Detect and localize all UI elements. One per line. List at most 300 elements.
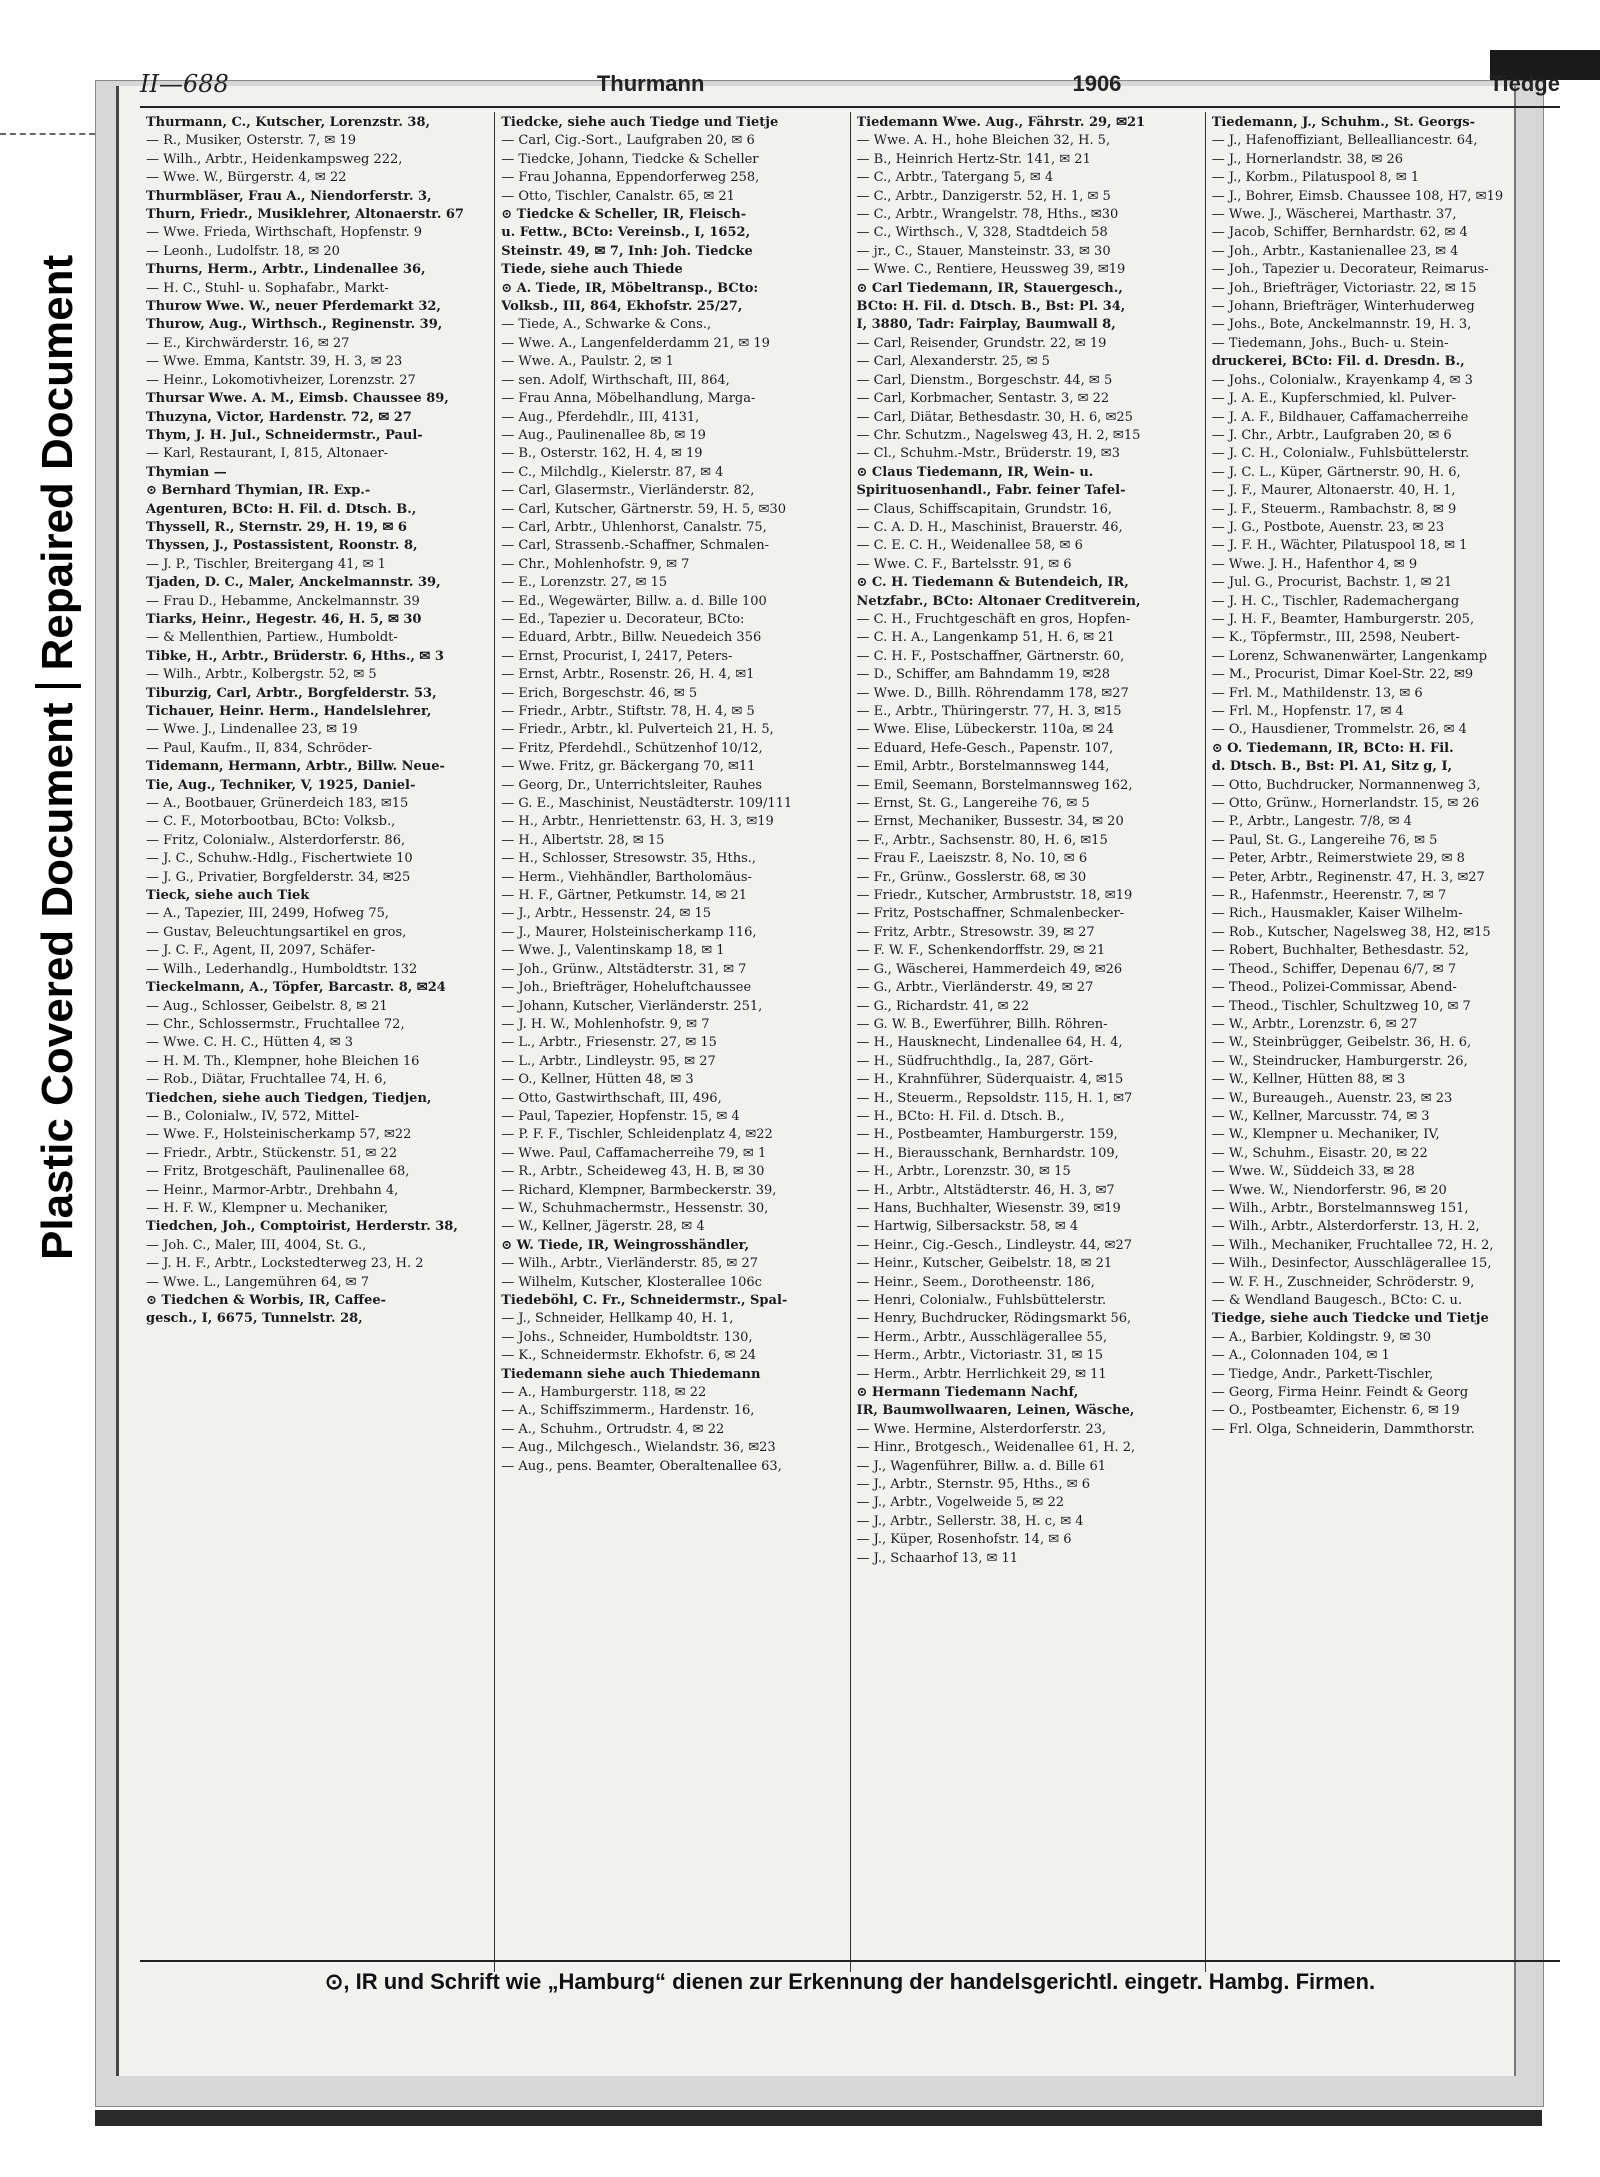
- directory-entry: Thurow, Aug., Wirthsch., Reginenstr. 39,: [146, 317, 443, 333]
- directory-entry: — Wilh., Mechaniker, Fruchtallee 72, H. 2,: [1211, 1237, 1494, 1253]
- directory-entry: — H., Hausknecht, Lindenallee 64, H. 4,: [856, 1035, 1123, 1051]
- directory-entry: — Wwe. A., Paulstr. 2, ✉ 1: [501, 354, 674, 370]
- directory-entry: — Herm., Arbtr., Ausschlägerallee 55,: [856, 1329, 1108, 1345]
- directory-entry: — Tiede, A., Schwarke & Cons.,: [501, 317, 712, 333]
- directory-entry: — H., Südfruchthdlg., Ia, 287, Gört-: [856, 1053, 1094, 1069]
- directory-entry: — Johann, Kutscher, Vierländerstr. 251,: [501, 998, 763, 1014]
- directory-entry: — Wwe. J., Lindenallee 23, ✉ 19: [146, 722, 358, 738]
- directory-entry: — O., Kellner, Hütten 48, ✉ 3: [501, 1072, 694, 1088]
- directory-entry: Tjaden, D. C., Maler, Anckelmannstr. 39,: [146, 575, 441, 591]
- directory-entry: — Fr., Grünw., Gosslerstr. 68, ✉ 30: [856, 869, 1087, 885]
- directory-entry: — Georg, Firma Heinr. Feindt & Georg: [1211, 1385, 1469, 1401]
- directory-entry: — Karl, Restaurant, I, 815, Altonaer-: [146, 446, 389, 462]
- directory-entry: — A., Schuhm., Ortrudstr. 4, ✉ 22: [501, 1421, 725, 1437]
- directory-entry: — Fritz, Arbtr., Stresowstr. 39, ✉ 27: [856, 924, 1095, 940]
- directory-entry: — C., Arbtr., Wrangelstr. 78, Hths., ✉30: [856, 207, 1119, 223]
- directory-entry: Thurns, Herm., Arbtr., Lindenallee 36,: [146, 262, 426, 278]
- directory-entry: — W., Kellner, Jägerstr. 28, ✉ 4: [501, 1219, 705, 1235]
- directory-entry: — Heinr., Seem., Dorotheenstr. 186,: [856, 1274, 1095, 1290]
- directory-entry: — J. A. E., Kupferschmied, kl. Pulver-: [1211, 391, 1457, 407]
- directory-entry: — W., Bureaugeh., Auenstr. 23, ✉ 23: [1211, 1090, 1453, 1106]
- directory-entry: — C., Arbtr., Tatergang 5, ✉ 4: [856, 170, 1054, 186]
- directory-entry: — Rob., Diätar, Fruchtallee 74, H. 6,: [146, 1072, 387, 1088]
- directory-entry: — Wwe. Elise, Lübeckerstr. 110a, ✉ 24: [856, 722, 1114, 738]
- directory-entry: — Wwe. Hermine, Alsterdorferstr. 23,: [856, 1421, 1107, 1437]
- directory-entry: — Wilh., Arbtr., Alsterdorferstr. 13, H. 2,: [1211, 1219, 1480, 1235]
- directory-entry: — Hartwig, Silbersackstr. 58, ✉ 4: [856, 1219, 1079, 1235]
- directory-entry: — J., Arbtr., Hessenstr. 24, ✉ 15: [501, 906, 712, 922]
- directory-entry: — Friedr., Kutscher, Armbruststr. 18, ✉19: [856, 888, 1133, 904]
- directory-entry: Volksb., III, 864, Ekhofstr. 25/27,: [501, 299, 743, 315]
- directory-entry: — W., Klempner u. Mechaniker, IV,: [1211, 1127, 1440, 1143]
- directory-entry: BCto: H. Fil. d. Dtsch. B., Bst: Pl. 34,: [856, 299, 1126, 315]
- directory-entry: — Wwe. J., Valentinskamp 18, ✉ 1: [501, 943, 725, 959]
- directory-entry: u. Fettw., BCto: Vereinsb., I, 1652,: [501, 225, 751, 241]
- directory-entry: — Wwe. F., Holsteinischerkamp 57, ✉22: [146, 1127, 412, 1143]
- directory-entry: — Wwe. D., Billh. Röhrendamm 178, ✉27: [856, 685, 1129, 701]
- directory-entry: Tiedge, siehe auch Tiedcke und Tietje: [1211, 1311, 1489, 1327]
- directory-entry: — Theod., Tischler, Schultzweg 10, ✉ 7: [1211, 998, 1471, 1014]
- directory-entry: — Carl, Glasermstr., Vierländerstr. 82,: [501, 483, 755, 499]
- directory-entry: — Frau Johanna, Eppendorferweg 258,: [501, 170, 760, 186]
- directory-entry: — Otto, Grünw., Hornerlandstr. 15, ✉ 26: [1211, 796, 1479, 812]
- directory-entry: — Claus, Schiffscapitain, Grundstr. 16,: [856, 501, 1112, 517]
- column-4: [1206, 112, 1560, 1972]
- directory-entry: — J. H. C., Tischler, Rademachergang: [1211, 593, 1460, 609]
- directory-entry: — Henri, Colonialw., Fuhlsbüttelerstr.: [856, 1293, 1107, 1308]
- directory-entry: — Georg, Dr., Unterrichtsleiter, Rauhes: [501, 777, 762, 793]
- directory-entry: — Carl, Cig.-Sort., Laufgraben 20, ✉ 6: [501, 133, 755, 149]
- directory-entry: — Johs., Colonialw., Krayenkamp 4, ✉ 3: [1211, 372, 1473, 388]
- directory-entry: — Friedr., Arbtr., kl. Pulverteich 21, H. 5,: [501, 722, 774, 738]
- directory-entry: — Fritz, Pferdehdl., Schützenhof 10/12,: [501, 740, 763, 756]
- directory-entry: — Johs., Bote, Anckelmannstr. 19, H. 3,: [1211, 317, 1472, 333]
- directory-entry: — P., Arbtr., Langestr. 7/8, ✉ 4: [1211, 814, 1412, 830]
- directory-entry: — Heinr., Marmor-Arbtr., Drehbahn 4,: [146, 1182, 399, 1198]
- directory-entry: Thyssen, J., Postassistent, Roonstr. 8,: [146, 538, 418, 554]
- directory-entry: — J., Schaarhof 13, ✉ 11: [856, 1550, 1019, 1566]
- directory-entry: Tiede, siehe auch Thiede: [501, 262, 683, 278]
- directory-entry: — Carl, Strassenb.-Schaffner, Schmalen-: [501, 538, 769, 554]
- directory-entry: — A., Barbier, Koldingstr. 9, ✉ 30: [1211, 1329, 1431, 1345]
- directory-entry: Tieck, siehe auch Tiek: [146, 888, 310, 904]
- directory-entry: Spirituosenhandl., Fabr. feiner Tafel-: [856, 483, 1126, 499]
- directory-entry: — Tiedemann, Johs., Buch- u. Stein-: [1211, 335, 1449, 351]
- directory-entry: Tiedemann Wwe. Aug., Fährstr. 29, ✉21: [856, 115, 1146, 130]
- directory-entry: ⊙ Hermann Tiedemann Nachf,: [856, 1385, 1079, 1401]
- column-1: [140, 112, 495, 1972]
- directory-entry: — R., Musiker, Osterstr. 7, ✉ 19: [146, 133, 356, 149]
- directory-entry: — Chr., Schlossermstr., Fruchtallee 72,: [146, 1016, 405, 1032]
- directory-entry: gesch., I, 6675, Tunnelstr. 28,: [146, 1311, 363, 1327]
- directory-entry: Tibke, H., Arbtr., Brüderstr. 6, Hths., ✉ 3: [146, 648, 444, 664]
- directory-entry: — Aug., Pferdehdlr., III, 4131,: [501, 409, 700, 425]
- directory-entry: — W., Schuhmachermstr., Hessenstr. 30,: [501, 1200, 769, 1216]
- directory-entry: — Ed., Tapezier u. Decorateur, BCto:: [501, 611, 745, 627]
- directory-entry: druckerei, BCto: Fil. d. Dresdn. B.,: [1211, 354, 1465, 370]
- directory-entry: — Wwe. Frieda, Wirthschaft, Hopfenstr. 9: [146, 225, 423, 241]
- directory-entry: — W., Kellner, Marcusstr. 74, ✉ 3: [1211, 1108, 1430, 1124]
- directory-entry: Tiarks, Heinr., Hegestr. 46, H. 5, ✉ 30: [146, 611, 422, 627]
- directory-entry: — Wwe. A. H., hohe Bleichen 32, H. 5,: [856, 133, 1111, 149]
- directory-entry: I, 3880, Tadr: Fairplay, Baumwall 8,: [856, 317, 1116, 333]
- directory-entry: — A., Tapezier, III, 2499, Hofweg 75,: [146, 906, 390, 922]
- directory-entry: — J. H. W., Mohlenhofstr. 9, ✉ 7: [501, 1016, 710, 1032]
- directory-entry: — Wwe. J., Wäscherei, Marthastr. 37,: [1211, 207, 1457, 223]
- directory-entry: — B., Osterstr. 162, H. 4, ✉ 19: [501, 446, 703, 462]
- directory-entry: — Paul, Kaufm., II, 834, Schröder-: [146, 740, 373, 756]
- directory-entry: — Cl., Schuhm.-Mstr., Brüderstr. 19, ✉3: [856, 446, 1120, 462]
- directory-entry: — C., Arbtr., Danzigerstr. 52, H. 1, ✉ 5: [856, 188, 1111, 204]
- directory-entry: ⊙ W. Tiede, IR, Weingrosshändler,: [501, 1237, 750, 1253]
- directory-entry: — Carl, Kutscher, Gärtnerstr. 59, H. 5, ✉30: [501, 501, 786, 517]
- directory-entry: — J. C. H., Colonialw., Fuhlsbüttelerstr.: [1211, 446, 1470, 462]
- directory-entry: Thym, J. H. Jul., Schneidermstr., Paul-: [146, 427, 423, 443]
- directory-entry: — Joh., Arbtr., Kastanienallee 23, ✉ 4: [1211, 243, 1459, 259]
- directory-entry: — W. F. H., Zuschneider, Schröderstr. 9,: [1211, 1274, 1475, 1290]
- directory-entry: — W., Kellner, Hütten 88, ✉ 3: [1211, 1072, 1406, 1088]
- directory-entry: — Aug., pens. Beamter, Oberaltenallee 63,: [501, 1458, 782, 1474]
- directory-entry: — Wwe. C., Rentiere, Heussweg 39, ✉19: [856, 262, 1126, 278]
- directory-entry: — Heinr., Lokomotivheizer, Lorenzstr. 27: [146, 372, 416, 388]
- directory-entry: — L., Arbtr., Friesenstr. 27, ✉ 15: [501, 1035, 717, 1051]
- directory-entry: — E., Kirchwärderstr. 16, ✉ 27: [146, 335, 350, 351]
- directory-entry: — Frl. Olga, Schneiderin, Dammthorstr.: [1211, 1421, 1475, 1437]
- directory-entry: — J. A. F., Bildhauer, Caffamacherreihe: [1211, 409, 1469, 425]
- directory-entry: — & Mellenthien, Partiew., Humboldt-: [146, 630, 398, 646]
- directory-entry: — G. W. B., Ewerführer, Billh. Röhren-: [856, 1016, 1108, 1032]
- directory-entry: — Paul, Tapezier, Hopfenstr. 15, ✉ 4: [501, 1108, 740, 1124]
- directory-entry: — C., Milchdlg., Kielerstr. 87, ✉ 4: [501, 464, 724, 480]
- footer-note: ⊙, IR und Schrift wie „Hamburg“ dienen zur Erkennung der handelsgerichtl. eingetr. Hambg. Firmen.: [140, 1960, 1560, 2002]
- directory-entry: — & Wendland Baugesch., BCto: C. u.: [1211, 1293, 1462, 1308]
- directory-entry: — G., Richardstr. 41, ✉ 22: [856, 998, 1030, 1014]
- directory-entry: Tiedchen, siehe auch Tiedgen, Tiedjen,: [146, 1090, 432, 1106]
- directory-entry: d. Dtsch. B., Bst: Pl. A1, Sitz g, I,: [1211, 759, 1453, 775]
- directory-entry: — C. F., Motorbootbau, BCto: Volksb.,: [146, 814, 396, 830]
- directory-entry: — G., Arbtr., Vierländerstr. 49, ✉ 27: [856, 980, 1094, 996]
- directory-entry: — H., Arbtr., Henriettenstr. 63, H. 3, ✉19: [501, 814, 774, 830]
- column-2: [495, 112, 850, 1972]
- directory-entry: — G. E., Maschinist, Neustädterstr. 109/111: [501, 796, 793, 812]
- directory-entry: — Emil, Seemann, Borstelmannsweg 162,: [856, 777, 1133, 793]
- directory-columns: [140, 112, 1560, 1972]
- directory-entry: — Wilh., Arbtr., Heidenkampsweg 222,: [146, 151, 403, 167]
- directory-entry: — Wwe. Fritz, gr. Bäckergang 70, ✉11: [501, 759, 756, 775]
- directory-entry: — Wilh., Arbtr., Vierländerstr. 85, ✉ 27: [501, 1256, 758, 1272]
- directory-entry: — Ernst, Procurist, I, 2417, Peters-: [501, 648, 733, 664]
- directory-entry: — C. H. A., Langenkamp 51, H. 6, ✉ 21: [856, 630, 1115, 646]
- directory-entry: — A., Bootbauer, Grünerdeich 183, ✉15: [146, 796, 409, 812]
- directory-entry: — Tiedcke, Johann, Tiedcke & Scheller: [501, 151, 759, 167]
- directory-entry: — Jul. G., Procurist, Bachstr. 1, ✉ 21: [1211, 575, 1453, 591]
- directory-entry: — Theod., Schiffer, Depenau 6/7, ✉ 7: [1211, 961, 1457, 977]
- directory-entry: — J. G., Privatier, Borgfelderstr. 34, ✉25: [146, 869, 411, 885]
- directory-entry: — Wwe. C. F., Bartelsstr. 91, ✉ 6: [856, 556, 1072, 572]
- directory-entry: Tidemann, Hermann, Arbtr., Billw. Neue-: [146, 759, 445, 775]
- directory-entry: — K., Schneidermstr. Ekhofstr. 6, ✉ 24: [501, 1348, 757, 1364]
- directory-entry: — Heinr., Cig.-Gesch., Lindleystr. 44, ✉27: [856, 1237, 1132, 1253]
- directory-entry: Tie, Aug., Techniker, V, 1925, Daniel-: [146, 777, 416, 793]
- directory-entry: — J. H. F., Beamter, Hamburgerstr. 205,: [1211, 611, 1475, 627]
- directory-entry: — W., Steinbrügger, Geibelstr. 36, H. 6,: [1211, 1035, 1472, 1051]
- directory-entry: — Erich, Borgeschstr. 46, ✉ 5: [501, 685, 698, 701]
- directory-entry: — F. W. F., Schenkendorffstr. 29, ✉ 21: [856, 943, 1106, 959]
- directory-entry: — Fritz, Brotgeschäft, Paulinenallee 68,: [146, 1164, 410, 1180]
- directory-entry: — Johann, Briefträger, Winterhuderweg: [1211, 299, 1475, 315]
- directory-entry: Tiedemann siehe auch Thiedemann: [501, 1366, 761, 1382]
- directory-entry: Steinstr. 49, ✉ 7, Inh: Joh. Tiedcke: [501, 243, 753, 259]
- directory-entry: — Carl, Dienstm., Borgeschstr. 44, ✉ 5: [856, 372, 1113, 388]
- header-right-word: Tiedge: [1489, 71, 1560, 96]
- directory-entry: ⊙ Tiedchen & Worbis, IR, Caffee-: [146, 1293, 387, 1308]
- directory-entry: — Peter, Arbtr., Reginenstr. 47, H. 3, ✉27: [1211, 869, 1485, 885]
- directory-entry: — W., Schuhm., Eisastr. 20, ✉ 22: [1211, 1145, 1428, 1161]
- directory-entry: — Herm., Arbtr., Victoriastr. 31, ✉ 15: [856, 1348, 1104, 1364]
- directory-entry: — Wilh., Arbtr., Kolbergstr. 52, ✉ 5: [146, 667, 377, 683]
- directory-entry: — H. C., Stuhl- u. Sophafabr., Markt-: [146, 280, 389, 296]
- directory-entry: — Henry, Buchdrucker, Rödingsmarkt 56,: [856, 1311, 1132, 1327]
- directory-entry: — Wilh., Desinfector, Ausschlägerallee 15,: [1211, 1256, 1492, 1272]
- directory-entry: — H. F. W., Klempner u. Mechaniker,: [146, 1200, 389, 1216]
- directory-entry: — Wwe. A., Langenfelderdamm 21, ✉ 19: [501, 335, 770, 351]
- directory-entry: — Peter, Arbtr., Reimerstwiete 29, ✉ 8: [1211, 851, 1465, 867]
- directory-entry: — Joh., Briefträger, Victoriastr. 22, ✉ 15: [1211, 280, 1477, 296]
- stamp-repaired: Repaired Document: [33, 254, 82, 671]
- directory-entry: — C. A. D. H., Maschinist, Brauerstr. 46,: [856, 519, 1123, 535]
- directory-entry: — E., Arbtr., Thüringerstr. 77, H. 3, ✉15: [856, 704, 1122, 719]
- directory-entry: Tiedcke, siehe auch Tiedge und Tietje: [501, 115, 779, 130]
- directory-entry: — H. M. Th., Klempner, hohe Bleichen 16: [146, 1053, 420, 1069]
- directory-entry: — R., Arbtr., Scheideweg 43, H. B, ✉ 30: [501, 1164, 765, 1180]
- page-header: [140, 62, 1560, 108]
- directory-entry: — J. P., Tischler, Breitergang 41, ✉ 1: [146, 556, 386, 572]
- directory-entry: ⊙ Tiedcke & Scheller, IR, Fleisch-: [501, 207, 747, 223]
- directory-entry: — O., Hausdiener, Trommelstr. 26, ✉ 4: [1211, 722, 1467, 738]
- directory-entry: Tiedemann, J., Schuhm., St. Georgs-: [1211, 115, 1475, 130]
- directory-entry: — Joh., Tapezier u. Decorateur, Reimarus-: [1211, 262, 1489, 278]
- directory-entry: — J., Maurer, Holsteinischerkamp 116,: [501, 924, 757, 940]
- directory-entry: Tiburzig, Carl, Arbtr., Borgfelderstr. 53,: [146, 685, 437, 701]
- directory-entry: — Aug., Schlosser, Geibelstr. 8, ✉ 21: [146, 998, 388, 1014]
- directory-entry: — H., Arbtr., Altstädterstr. 46, H. 3, ✉7: [856, 1182, 1115, 1198]
- directory-entry: — Fritz, Postschaffner, Schmalenbecker-: [856, 906, 1125, 922]
- directory-entry: — L., Arbtr., Lindleystr. 95, ✉ 27: [501, 1053, 716, 1069]
- directory-entry: — Frau D., Hebamme, Anckelmannstr. 39: [146, 593, 420, 609]
- directory-entry: — J. F. H., Wächter, Pilatuspool 18, ✉ 1: [1211, 538, 1468, 554]
- directory-entry: Tieckelmann, A., Töpfer, Barcastr. 8, ✉24: [146, 980, 446, 996]
- directory-entry: — J. C. L., Küper, Gärtnerstr. 90, H. 6,: [1211, 464, 1461, 480]
- directory-entry: Tiedeböhl, C. Fr., Schneidermstr., Spal-: [501, 1293, 788, 1308]
- directory-entry: — H., Bierausschank, Bernhardstr. 109,: [856, 1145, 1119, 1161]
- directory-entry: — Chr., Mohlenhofstr. 9, ✉ 7: [501, 556, 690, 572]
- directory-entry: — Hans, Buchhalter, Wiesenstr. 39, ✉19: [856, 1200, 1121, 1216]
- directory-entry: Thurmbläser, Frau A., Niendorferstr. 3,: [146, 188, 432, 204]
- directory-entry: — F., Arbtr., Sachsenstr. 80, H. 6, ✉15: [856, 832, 1108, 848]
- directory-entry: — H., Arbtr., Lorenzstr. 30, ✉ 15: [856, 1164, 1071, 1180]
- directory-entry: — Wwe. W., Bürgerstr. 4, ✉ 22: [146, 170, 347, 186]
- column-3: [851, 112, 1206, 1972]
- directory-entry: — O., Postbeamter, Eichenstr. 6, ✉ 19: [1211, 1403, 1460, 1419]
- directory-entry: — Jacob, Schiffer, Bernhardstr. 62, ✉ 4: [1211, 225, 1468, 241]
- directory-entry: — Lorenz, Schwanenwärter, Langenkamp: [1211, 648, 1488, 664]
- directory-entry: ⊙ C. H. Tiedemann & Butendeich, IR,: [856, 575, 1129, 591]
- directory-entry: — Wwe. L., Langemühren 64, ✉ 7: [146, 1274, 369, 1290]
- directory-entry: — J. F., Steuerm., Rambachstr. 8, ✉ 9: [1211, 501, 1457, 517]
- directory-entry: — Eduard, Arbtr., Billw. Neuedeich 356: [501, 630, 762, 646]
- directory-entry: ⊙ Carl Tiedemann, IR, Stauergesch.,: [856, 280, 1123, 296]
- directory-entry: — Joh., Briefträger, Hoheluftchaussee: [501, 980, 752, 996]
- directory-entry: — J., Wagenführer, Billw. a. d. Bille 61: [856, 1458, 1106, 1474]
- directory-entry: — Paul, St. G., Langereihe 76, ✉ 5: [1211, 832, 1438, 848]
- directory-entry: — J. Chr., Arbtr., Laufgraben 20, ✉ 6: [1211, 427, 1452, 443]
- directory-entry: — J., Arbtr., Sellerstr. 38, H. c, ✉ 4: [856, 1513, 1084, 1529]
- directory-entry: Thursar Wwe. A. M., Eimsb. Chaussee 89,: [146, 391, 449, 407]
- directory-entry: — J., Hornerlandstr. 38, ✉ 26: [1211, 151, 1404, 167]
- directory-entry: — Carl, Korbmacher, Sentastr. 3, ✉ 22: [856, 391, 1110, 407]
- directory-entry: — sen. Adolf, Wirthschaft, III, 864,: [501, 372, 730, 388]
- directory-entry: — J. C. F., Agent, II, 2097, Schäfer-: [146, 943, 376, 959]
- directory-entry: Agenturen, BCto: H. Fil. d. Dtsch. B.,: [146, 501, 417, 517]
- directory-entry: Thurmann, C., Kutscher, Lorenzstr. 38,: [146, 115, 431, 130]
- directory-entry: — Ed., Wegewärter, Billw. a. d. Bille 100: [501, 593, 767, 609]
- directory-entry: ⊙ O. Tiedemann, IR, BCto: H. Fil.: [1211, 740, 1454, 756]
- directory-entry: — R., Hafenmstr., Heerenstr. 7, ✉ 7: [1211, 888, 1447, 904]
- directory-entry: — A., Schiffszimmerm., Hardenstr. 16,: [501, 1403, 755, 1419]
- directory-entry: — Wwe. W., Süddeich 33, ✉ 28: [1211, 1164, 1415, 1180]
- directory-entry: Thyssell, R., Sternstr. 29, H. 19, ✉ 6: [146, 519, 407, 535]
- directory-entry: — C. E. C. H., Weidenallee 58, ✉ 6: [856, 538, 1083, 554]
- directory-entry: — Frau Anna, Möbelhandlung, Marga-: [501, 391, 756, 407]
- directory-entry: Thurow Wwe. W., neuer Pferdemarkt 32,: [146, 299, 441, 315]
- directory-entry: — K., Töpfermstr., III, 2598, Neubert-: [1211, 630, 1460, 646]
- scan-bottom-edge: [95, 2110, 1542, 2126]
- directory-entry: — H., Schlosser, Stresowstr. 35, Hths.,: [501, 851, 757, 867]
- directory-entry: — J., Schneider, Hellkamp 40, H. 1,: [501, 1311, 734, 1327]
- directory-entry: — Otto, Gastwirthschaft, III, 496,: [501, 1090, 722, 1106]
- directory-entry: Tichauer, Heinr. Herm., Handelslehrer,: [146, 704, 432, 719]
- directory-entry: — J., Arbtr., Vogelweide 5, ✉ 22: [856, 1495, 1064, 1511]
- directory-entry: — Leonh., Ludolfstr. 18, ✉ 20: [146, 243, 340, 259]
- directory-entry: — Herm., Arbtr. Herrlichkeit 29, ✉ 11: [856, 1366, 1107, 1382]
- directory-entry: — Hinr., Brotgesch., Weidenallee 61, H. 2,: [856, 1440, 1136, 1456]
- directory-entry: — Fritz, Colonialw., Alsterdorferstr. 86,: [146, 832, 406, 848]
- directory-entry: — M., Procurist, Dimar Koel-Str. 22, ✉9: [1211, 667, 1474, 683]
- directory-entry: — Carl, Arbtr., Uhlenhorst, Canalstr. 75,: [501, 519, 767, 535]
- directory-entry: — Richard, Klempner, Barmbeckerstr. 39,: [501, 1182, 777, 1198]
- directory-entry: — Aug., Paulinenallee 8b, ✉ 19: [501, 427, 706, 443]
- directory-entry: — Carl, Diätar, Bethesdastr. 30, H. 6, ✉25: [856, 409, 1133, 425]
- directory-entry: — B., Heinrich Hertz-Str. 141, ✉ 21: [856, 151, 1091, 167]
- directory-entry: — Friedr., Arbtr., Stiftstr. 78, H. 4, ✉ 5: [501, 704, 755, 719]
- directory-entry: — C. H., Fruchtgeschäft en gros, Hopfen-: [856, 611, 1131, 627]
- directory-entry: — J., Korbm., Pilatuspool 8, ✉ 1: [1211, 170, 1420, 186]
- directory-entry: — H., Krahnführer, Süderquaistr. 4, ✉15: [856, 1072, 1124, 1088]
- directory-entry: — Wilhelm, Kutscher, Klosterallee 106c: [501, 1274, 762, 1290]
- stamp-plastic-covered: Plastic Covered Document: [33, 702, 82, 1260]
- directory-entry: — J., Arbtr., Sternstr. 95, Hths., ✉ 6: [856, 1477, 1091, 1493]
- directory-entry: — A., Hamburgerstr. 118, ✉ 22: [501, 1385, 707, 1401]
- directory-entry: — W., Steindrucker, Hamburgerstr. 26,: [1211, 1053, 1468, 1069]
- directory-entry: — Wwe. J. H., Hafenthor 4, ✉ 9: [1211, 556, 1418, 572]
- directory-entry: — Wilh., Lederhandlg., Humboldtstr. 132: [146, 961, 418, 977]
- directory-entry: — Eduard, Hefe-Gesch., Papenstr. 107,: [856, 740, 1114, 756]
- directory-entry: — Robert, Buchhalter, Bethesdastr. 52,: [1211, 943, 1469, 959]
- directory-entry: — Herm., Viehhändler, Bartholomäus-: [501, 869, 752, 885]
- directory-entry: — Ernst, Arbtr., Rosenstr. 26, H. 4, ✉1: [501, 667, 755, 683]
- directory-entry: — H. F., Gärtner, Petkumstr. 14, ✉ 21: [501, 888, 748, 904]
- document-stamp: [8, 130, 108, 1260]
- directory-entry: — Frau F., Laeiszstr. 8, No. 10, ✉ 6: [856, 851, 1088, 867]
- directory-entry: — Frl. M., Hopfenstr. 17, ✉ 4: [1211, 704, 1404, 719]
- directory-entry: — Wwe. Paul, Caffamacherreihe 79, ✉ 1: [501, 1145, 767, 1161]
- directory-entry: — Chr. Schutzm., Nagelsweg 43, H. 2, ✉15: [856, 427, 1141, 443]
- directory-entry: — Johs., Schneider, Humboldtstr. 130,: [501, 1329, 753, 1345]
- directory-entry: — W., Arbtr., Lorenzstr. 6, ✉ 27: [1211, 1016, 1418, 1032]
- directory-entry: Tiedchen, Joh., Comptoirist, Herderstr. 38,: [146, 1219, 458, 1235]
- directory-entry: — J., Küper, Rosenhofstr. 14, ✉ 6: [856, 1532, 1072, 1548]
- header-left-word: Thurmann: [596, 71, 705, 96]
- directory-entry: — H., BCto: H. Fil. d. Dtsch. B.,: [856, 1108, 1065, 1124]
- directory-entry: IR, Baumwollwaaren, Leinen, Wäsche,: [856, 1403, 1135, 1419]
- directory-entry: — C., Wirthsch., V, 328, Stadtdeich 58: [856, 225, 1108, 241]
- directory-entry: — J. G., Postbote, Auenstr. 23, ✉ 23: [1211, 519, 1445, 535]
- directory-entry: — Carl, Alexanderstr. 25, ✉ 5: [856, 354, 1050, 370]
- directory-entry: — G., Wäscherei, Hammerdeich 49, ✉26: [856, 961, 1123, 977]
- directory-entry: — Aug., Milchgesch., Wielandstr. 36, ✉23: [501, 1440, 776, 1456]
- directory-entry: — H., Postbeamter, Hamburgerstr. 159,: [856, 1127, 1118, 1143]
- stamp-divider: [35, 685, 81, 689]
- directory-entry: — Ernst, St. G., Langereihe 76, ✉ 5: [856, 796, 1090, 812]
- directory-entry: — Rich., Hausmakler, Kaiser Wilhelm-: [1211, 906, 1463, 922]
- directory-entry: — Ernst, Mechaniker, Bussestr. 34, ✉ 20: [856, 814, 1124, 830]
- directory-entry: — Wwe. Emma, Kantstr. 39, H. 3, ✉ 23: [146, 354, 403, 370]
- directory-entry: — Rob., Kutscher, Nagelsweg 38, H2, ✉15: [1211, 924, 1491, 940]
- directory-entry: — Theod., Polizei-Commissar, Abend-: [1211, 980, 1457, 996]
- directory-entry: — H., Steuerm., Repsoldstr. 115, H. 1, ✉7: [856, 1090, 1133, 1106]
- directory-entry: — J. F., Maurer, Altonaerstr. 40, H. 1,: [1211, 483, 1456, 499]
- directory-entry: — E., Lorenzstr. 27, ✉ 15: [501, 575, 668, 591]
- directory-entry: — Tiedge, Andr., Parkett-Tischler,: [1211, 1366, 1434, 1382]
- directory-entry: — C. H. F., Postschaffner, Gärtnerstr. 60,: [856, 648, 1125, 664]
- page-number: II—688: [140, 70, 229, 98]
- directory-entry: ⊙ Claus Tiedemann, IR, Wein- u.: [856, 464, 1094, 480]
- directory-entry: — jr., C., Stauer, Mansteinstr. 33, ✉ 30: [856, 243, 1111, 259]
- directory-entry: — Otto, Tischler, Canalstr. 65, ✉ 21: [501, 188, 735, 204]
- directory-entry: — D., Schiffer, am Bahndamm 19, ✉28: [856, 667, 1111, 683]
- directory-entry: Thymian —: [146, 464, 227, 480]
- directory-entry: ⊙ Bernhard Thymian, IR. Exp.-: [146, 483, 371, 499]
- directory-entry: — Wilh., Arbtr., Borstelmannsweg 151,: [1211, 1200, 1469, 1216]
- directory-entry: — J. H. F., Arbtr., Lockstedterweg 23, H. 2: [146, 1256, 424, 1272]
- directory-entry: — Emil, Arbtr., Borstelmannsweg 144,: [856, 759, 1110, 775]
- directory-entry: — Heinr., Kutscher, Geibelstr. 18, ✉ 21: [856, 1256, 1113, 1272]
- directory-entry: Thuzyna, Victor, Hardenstr. 72, ✉ 27: [146, 409, 412, 425]
- directory-entry: — J. C., Schuhw.-Hdlg., Fischertwiete 10: [146, 851, 413, 867]
- directory-entry: — Frl. M., Mathildenstr. 13, ✉ 6: [1211, 685, 1423, 701]
- directory-entry: — Joh., Grünw., Altstädterstr. 31, ✉ 7: [501, 961, 747, 977]
- header-year: 1906: [1072, 71, 1122, 96]
- directory-entry: — Wwe. C. H. C., Hütten 4, ✉ 3: [146, 1035, 353, 1051]
- directory-entry: Thurn, Friedr., Musiklehrer, Altonaerstr. 67: [146, 207, 464, 223]
- directory-entry: — J., Bohrer, Eimsb. Chaussee 108, H7, ✉19: [1211, 188, 1504, 204]
- directory-entry: Netzfabr., BCto: Altonaer Creditverein,: [856, 593, 1141, 609]
- directory-entry: — Gustav, Beleuchtungsartikel en gros,: [146, 924, 407, 940]
- directory-entry: — B., Colonialw., IV, 572, Mittel-: [146, 1108, 360, 1124]
- directory-entry: — J., Hafenoffiziant, Bellealliancestr. 64,: [1211, 133, 1478, 149]
- directory-entry: ⊙ A. Tiede, IR, Möbeltransp., BCto:: [501, 280, 759, 296]
- directory-entry: — Joh. C., Maler, III, 4004, St. G.,: [146, 1237, 367, 1253]
